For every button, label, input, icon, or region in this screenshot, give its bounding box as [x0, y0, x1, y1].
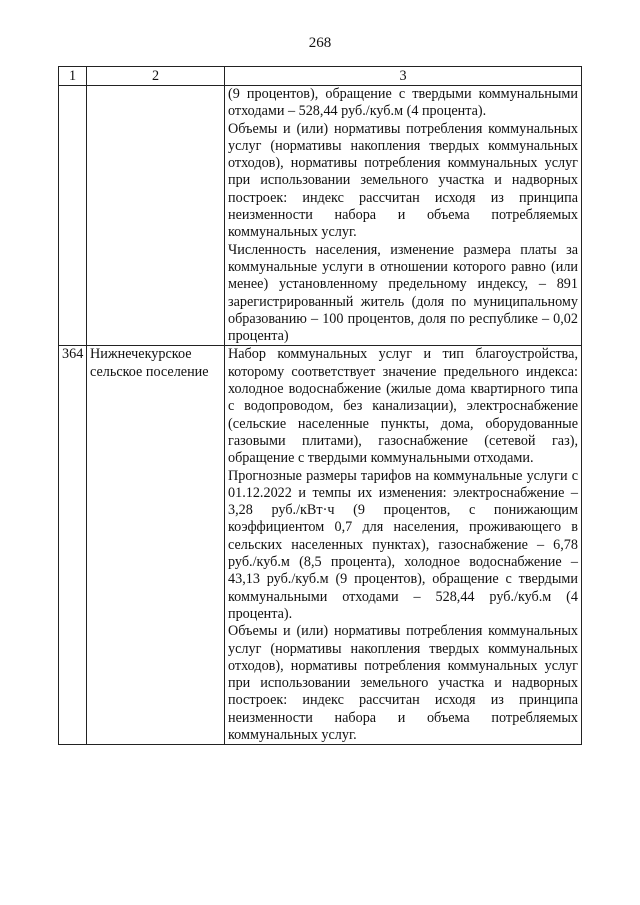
- page-number: 268: [308, 35, 332, 51]
- description-paragraph: Объемы и (или) нормативы потребления коммунальных услуг (нормативы накопления твердых коммунальных отходов), нормативы потребления коммунальных услуг при использовании земельного участка и надворных построек: индекс рассчитан исходя из принципа неизменности набора и объема потребляемых коммунальных услуг.: [228, 623, 578, 743]
- row-number: 364: [59, 346, 87, 745]
- description-paragraph: (9 процентов), обращение с твердыми коммунальными отходами – 528,44 руб./куб.м (4 процента).: [228, 86, 578, 120]
- description-cell: [225, 346, 582, 745]
- table-header-row: [59, 67, 582, 86]
- description-cell: [225, 86, 582, 346]
- table-row: [59, 346, 582, 745]
- description-paragraph: Набор коммунальных услуг и тип благоустройства, которому соответствует значение предельного индекса: холодное водоснабжение (жилые дома квартирного типа с водопроводом, без канализации), электроснабжение (сельские населенные пункты, дома, оборудованные газовыми плитами), газоснабжение (сетевой газ), обращение с твердыми коммунальными отходами.: [228, 346, 578, 467]
- description-paragraph: Объемы и (или) нормативы потребления коммунальных услуг (нормативы накопления твердых коммунальных отходов), нормативы потребления коммунальных услуг при использовании земельного участка и надворных построек: индекс рассчитан исходя из принципа неизменности набора и объема потребляемых коммунальных услуг.: [228, 120, 578, 241]
- municipality-name: [87, 86, 225, 346]
- column-header-municipality: 2: [87, 67, 225, 86]
- document-table: [58, 66, 582, 745]
- column-header-description: 3: [225, 67, 582, 86]
- description-paragraph: Численность населения, изменение размера платы за коммунальные услуги в отношении которого равно (или менее) установленному предельному индексу, – 891 зарегистрированный житель (доля по муниципальному образованию – 100 процентов, доля по республике – 0,02 процента): [228, 241, 578, 345]
- description-paragraph: Прогнозные размеры тарифов на коммунальные услуги с 01.12.2022 и темпы их изменения: электроснабжение – 3,28 руб./кВт·ч (9 процентов, с понижающим коэффициентом 0,7 для населения, проживающего в сельских населенных пунктах), газоснабжение – 6,78 руб./куб.м (8,5 процента), холодное водоснабжение – 43,13 руб./куб.м (9 процентов), обращение с твердыми коммунальными отходами – 528,44 руб./куб.м (4 процента).: [228, 467, 578, 622]
- table-row: [59, 86, 582, 346]
- column-header-number: 1: [59, 67, 87, 86]
- row-number: [59, 86, 87, 346]
- municipality-name: Нижнечекурское сельское поселение: [87, 346, 225, 745]
